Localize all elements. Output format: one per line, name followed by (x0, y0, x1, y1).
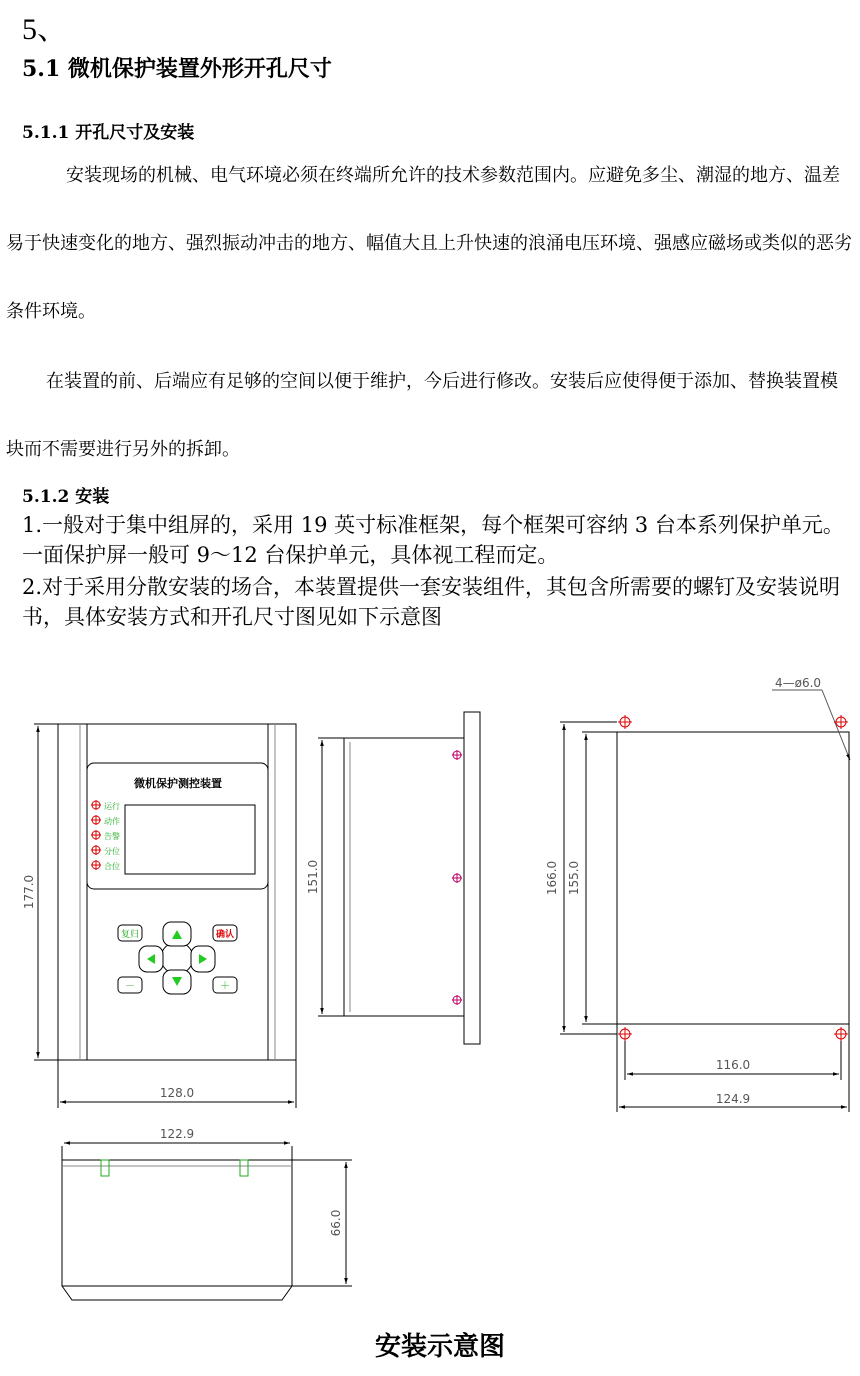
dim-side-height: 151.0 (306, 859, 320, 895)
dim-cut-width-outer: 124.9 (715, 1092, 751, 1106)
indicator-closed (91, 860, 120, 871)
section-number: 5、 (22, 13, 67, 46)
confirm-button-label: 确认 (215, 930, 235, 940)
indicator-open (91, 845, 120, 856)
section-title: 5.1 微机保护装置外形开孔尺寸 (22, 56, 332, 82)
top-brackets (101, 1160, 248, 1176)
install-item-2: 2.对于采用分散安装的场合，本装置提供一套安装组件，其包含所需要的螺钉及安装说明书，具体安装方式和开孔尺寸图见如下示意图 (22, 575, 841, 629)
front-outline (58, 724, 296, 1060)
dim-front-width: 128.0 (159, 1086, 195, 1100)
lcd-screen (125, 805, 255, 874)
keypad (118, 922, 237, 994)
dim-top-depth: 66.0 (329, 1209, 343, 1237)
installation-drawing (0, 660, 860, 1320)
dim-cut-height-inner: 155.0 (567, 860, 581, 896)
subsection-title-opening: 5.1.1 开孔尺寸及安装 (22, 123, 195, 143)
indicator-label: 合位 (104, 862, 120, 871)
indicator-label: 动作 (104, 817, 120, 826)
cutout-holes (618, 715, 848, 1041)
figure-caption: 安装示意图 (374, 1332, 505, 1362)
install-item-1: 1.一般对于集中组屏的，采用 19 英寸标准框架，每个框架可容纳 3 台本系列保护单元。一面保护屏一般可 9～12 台保护单元，具体视工程而定。 (22, 513, 844, 567)
subsection-title-install: 5.1.2 安装 (22, 487, 110, 507)
paragraph-environment: 安装现场的机械、电气环境必须在终端所允许的技术参数范围内。应避免多尘、潮湿的地方、温差易于快速变化的地方、强烈振动冲击的地方、幅值大且上升快速的浪涌电压环境、强感应磁场或类似的恶劣条件环境。 (6, 165, 852, 322)
plus-button-label: ＋ (220, 981, 230, 992)
cutout-view (560, 690, 850, 1112)
indicator-list (91, 800, 120, 871)
dim-cut-height-outer: 166.0 (545, 860, 559, 896)
dim-hole-note: 4—ø6.0 (775, 676, 822, 690)
indicator-run (91, 800, 120, 811)
dim-front-height: 177.0 (22, 874, 36, 910)
indicator-label: 告警 (104, 832, 120, 841)
indicator-label: 分位 (104, 847, 120, 856)
top-view (62, 1143, 352, 1300)
dim-cut-width-inner: 116.0 (715, 1058, 751, 1072)
device-title: 微机保护测控装置 (134, 777, 222, 790)
dim-top-width: 122.9 (159, 1127, 195, 1141)
reset-button-label: 复归 (120, 930, 140, 940)
indicator-alarm (91, 830, 120, 841)
side-screws (452, 750, 462, 1005)
indicator-label: 运行 (104, 802, 120, 811)
paragraph-maintenance: 在装置的前、后端应有足够的空间以便于维护，今后进行修改。安装后应使得便于添加、替换装置模块而不需要进行另外的拆卸。 (6, 371, 838, 460)
indicator-trip (91, 815, 120, 826)
minus-button-label: － (125, 981, 135, 992)
